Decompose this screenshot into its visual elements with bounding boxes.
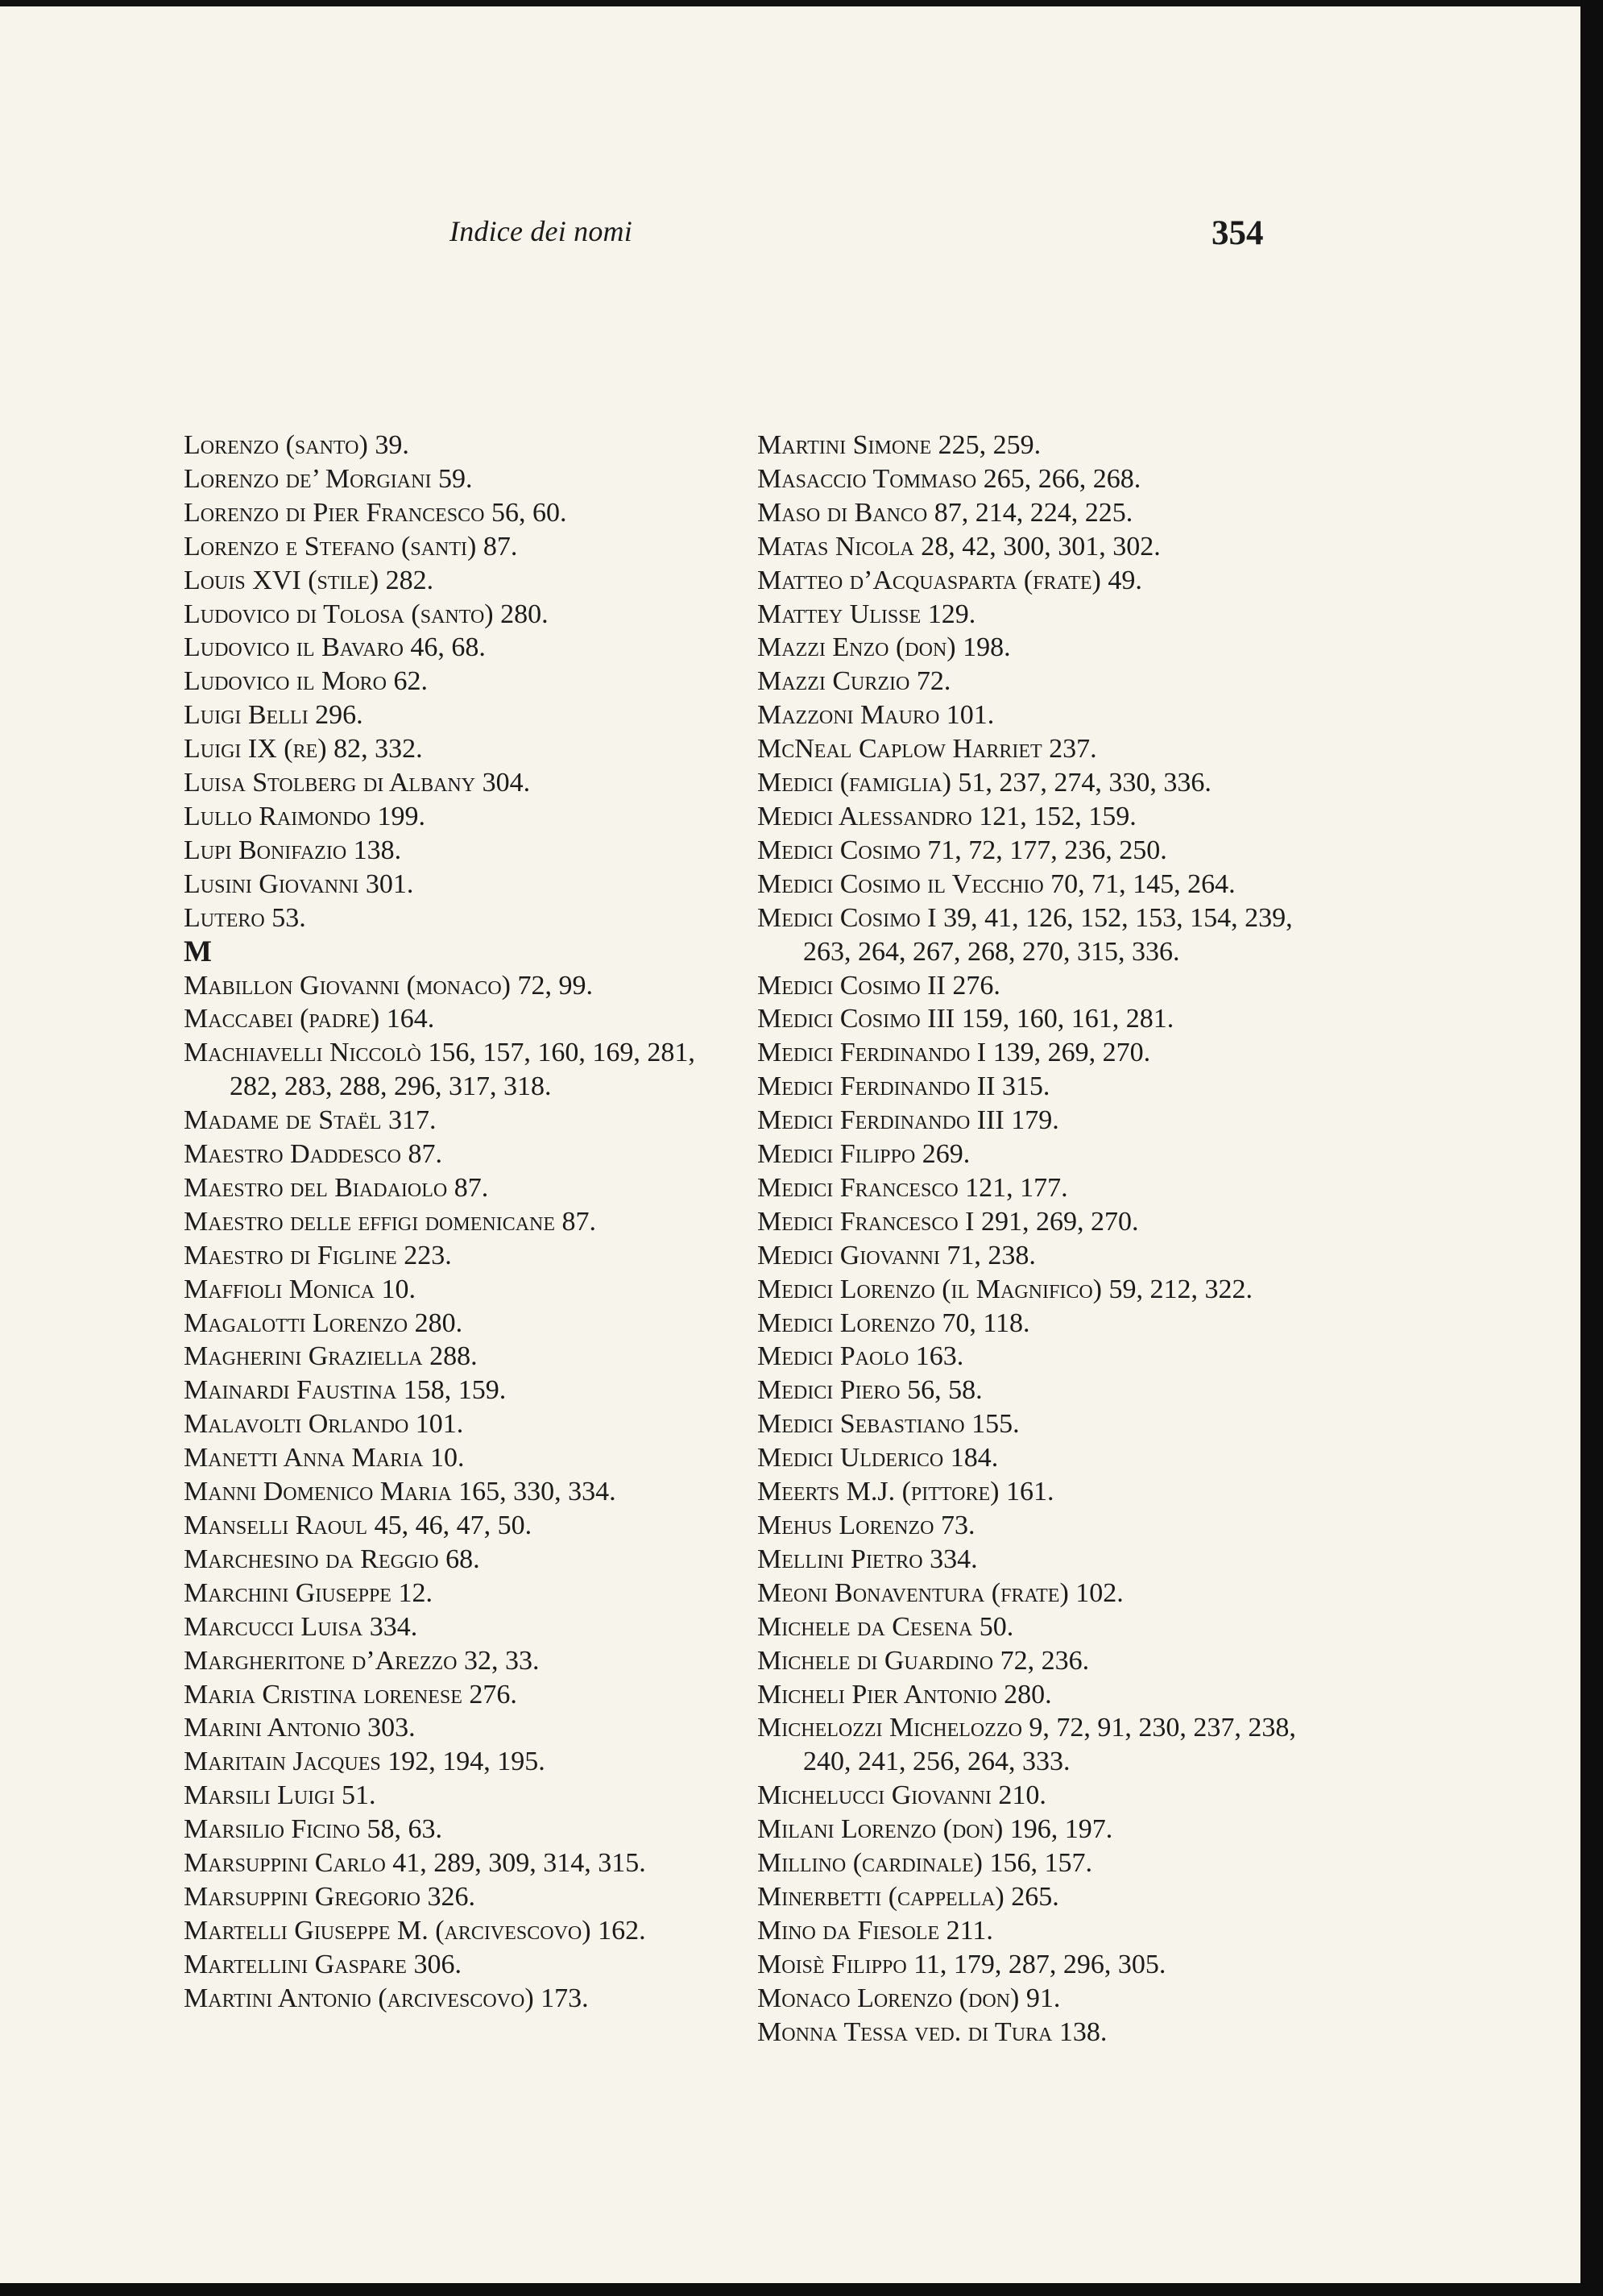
entry-pages: 326. [427,1881,475,1912]
entry-pages: 164. [386,1004,435,1034]
index-entry [757,1138,1321,1171]
entry-pages: 288. [429,1341,478,1372]
index-entry [184,1036,748,1104]
entry-pages: 72, 236. [1000,1645,1090,1676]
entry-pages: 280. [1004,1679,1052,1710]
index-entry [757,1577,1321,1610]
index-entry [757,2016,1321,2049]
index-entry [184,1104,748,1138]
entry-name: Medici Alessandro [757,801,972,831]
entry-name: Monna Tessa ved. di Tura [757,2016,1053,2047]
entry-name: Mainardi Faustina [184,1375,397,1406]
entry-pages: 304. [482,768,531,798]
entry-pages: 51, 237, 274, 330, 336. [958,768,1212,798]
entry-pages: 87. [561,1206,597,1237]
index-entry [757,698,1321,732]
entry-pages: 162. [598,1915,646,1946]
entry-name: Maccabei (padre) [184,1004,380,1034]
entry-name: Lutero [184,902,265,933]
index-entry [757,969,1321,1003]
index-entry [184,1509,748,1543]
entry-pages: 53. [271,902,306,933]
entry-name: Lorenzo di Pier Francesco [184,497,485,528]
entry-pages: 276. [469,1679,517,1710]
index-entry [757,1475,1321,1509]
entry-pages: 102. [1075,1577,1124,1608]
index-entry [757,1914,1321,1948]
entry-pages: 10. [381,1274,416,1304]
index-entry [757,1407,1321,1441]
entry-name: Manetti Anna Maria [184,1443,424,1473]
entry-name: Maestro Daddesco [184,1139,401,1170]
entry-pages: 41, 289, 309, 314, 315. [392,1848,646,1879]
scan-border-right [1580,0,1603,2296]
index-entry [184,1813,748,1846]
entry-pages: 210. [998,1780,1046,1811]
entry-name: Marsili Luigi [184,1780,335,1811]
entry-pages: 156, 157, 160, 169, 281, 282, 283, 288, 296, 317, 318. [230,1038,695,1102]
index-entry [757,665,1321,698]
index-entry [757,429,1321,462]
entry-pages: 71, 72, 177, 236, 250. [927,835,1167,865]
entry-pages: 276. [952,970,1000,1001]
entry-name: Manni Domenico Maria [184,1477,452,1507]
index-entry [184,1407,748,1441]
entry-name: Medici (famiglia) [757,768,951,798]
entry-pages: 159, 160, 161, 281. [961,1004,1174,1034]
index-entry [757,1340,1321,1374]
index-entry [757,800,1321,834]
index-entry [757,1070,1321,1104]
scan-border-bottom [0,2283,1603,2296]
index-entry [757,530,1321,564]
entry-pages: 49. [1108,565,1142,595]
entry-name: Michelozzi Michelozzo [757,1713,1022,1743]
entry-name: Michele di Guardino [757,1645,994,1676]
entry-name: Maria Cristina lorenese [184,1679,462,1710]
index-entry [757,868,1321,901]
entry-name: Mazzoni Mauro [757,700,940,731]
index-entry [757,1441,1321,1475]
entry-name: McNeal Caplow Harriet [757,734,1042,765]
entry-name: Medici Paolo [757,1341,909,1372]
entry-pages: 155. [971,1409,1020,1440]
entry-name: Lorenzo e Stefano (santi) [184,531,477,562]
index-entry [184,834,748,868]
entry-name: Micheli Pier Antonio [757,1679,997,1710]
entry-pages: 50. [979,1611,1014,1642]
entry-name: Medici Lorenzo [757,1308,935,1338]
entry-name: Marsuppini Carlo [184,1848,386,1879]
entry-pages: 101. [415,1409,464,1440]
entry-pages: 158, 159. [403,1375,507,1406]
index-entry [757,1509,1321,1543]
entry-name: Medici Ferdinando II [757,1071,996,1102]
entry-pages: 121, 152, 159. [979,801,1137,831]
entry-pages: 291, 269, 270. [980,1206,1139,1237]
entry-pages: 56, 58. [907,1375,983,1406]
index-entry [184,1914,748,1948]
entry-pages: 32, 33. [463,1645,540,1676]
index-entry [184,1543,748,1577]
entry-pages: 82, 332. [333,734,423,765]
index-entry [757,1880,1321,1914]
entry-name: Martellini Gaspare [184,1949,407,1979]
entry-name: Medici Francesco I [757,1206,975,1237]
index-entry [757,1813,1321,1846]
entry-pages: 28, 42, 300, 301, 302. [921,531,1161,562]
index-entry [757,1374,1321,1407]
entry-pages: 10. [429,1443,465,1473]
entry-name: Masaccio Tommaso [757,463,977,494]
entry-name: Matteo d’Acquasparta (frate) [757,565,1101,595]
index-entry [757,1036,1321,1070]
entry-name: Lupi Bonifazio [184,835,347,865]
entry-pages: 9, 72, 91, 230, 237, 238, 240, 241, 256, 264, 333. [803,1713,1296,1777]
index-entry [184,969,748,1003]
entry-name: Louis XVI (stile) [184,565,379,595]
entry-pages: 184. [950,1443,999,1473]
index-entry [184,564,748,598]
index-entry [757,1307,1321,1341]
entry-pages: 192, 194, 195. [387,1747,545,1777]
index-entry [184,1948,748,1982]
index-entry [184,1880,748,1914]
entry-pages: 269. [922,1139,971,1170]
index-entry [757,1846,1321,1880]
entry-name: Michelucci Giovanni [757,1780,992,1811]
entry-name: Maritain Jacques [184,1747,381,1777]
index-entry [757,1239,1321,1273]
entry-pages: 196, 197. [1009,1814,1113,1845]
entry-pages: 11, 179, 287, 296, 305. [913,1949,1166,1979]
index-entry [184,1374,748,1407]
index-entry [184,1205,748,1239]
entry-pages: 225, 259. [938,430,1042,460]
entry-pages: 303. [367,1713,416,1743]
entry-name: Maestro del Biadaiolo [184,1172,448,1203]
index-entry [184,1779,748,1813]
entry-pages: 68. [445,1544,480,1574]
entry-name: Lorenzo (santo) [184,430,368,460]
entry-pages: 280. [414,1308,463,1338]
entry-name: Medici Filippo [757,1139,916,1170]
entry-name: Matas Nicola [757,531,914,562]
entry-pages: 306. [413,1949,462,1979]
entry-pages: 156, 157. [989,1848,1093,1879]
index-entry [757,462,1321,496]
entry-name: Martini Antonio (arcivescovo) [184,1983,534,2013]
entry-pages: 91. [1025,1983,1061,2013]
entry-pages: 138. [353,835,402,865]
entry-pages: 237. [1049,734,1097,765]
entry-name: Moisè Filippo [757,1949,907,1979]
index-entry [757,732,1321,766]
index-entry [184,698,748,732]
index-entry [757,1678,1321,1712]
entry-name: Millino (cardinale) [757,1848,984,1879]
index-entry [184,631,748,665]
entry-pages: 198. [963,632,1011,663]
entry-pages: 301. [365,868,414,899]
entry-name: Meerts M.J. (pittore) [757,1477,1000,1507]
entry-name: Medici Piero [757,1375,901,1406]
index-entry [184,1441,748,1475]
index-entry [757,564,1321,598]
index-entry [184,1273,748,1307]
index-entry [184,1644,748,1678]
entry-pages: 265, 266, 268. [983,463,1141,494]
index-entry [184,1577,748,1610]
entry-pages: 138. [1058,2016,1108,2047]
index-entry [184,1307,748,1341]
index-entry [184,665,748,698]
entry-pages: 139, 269, 270. [992,1038,1151,1068]
index-column-right [757,429,1321,2049]
index-entry [757,1273,1321,1307]
index-entry [184,1678,748,1712]
index-entry [757,1982,1321,2016]
entry-pages: 129. [927,599,976,629]
entry-pages: 121, 177. [965,1172,1068,1203]
index-entry [757,1543,1321,1577]
entry-name: Luigi IX (re) [184,734,327,765]
entry-pages: 87. [483,531,518,562]
index-entry [184,496,748,530]
entry-pages: 173. [541,1983,589,2013]
entry-pages: 334. [369,1611,418,1642]
entry-pages: 51. [341,1780,376,1811]
index-entry [184,732,748,766]
entry-name: Medici Cosimo III [757,1004,955,1034]
entry-pages: 161. [1005,1477,1054,1507]
entry-name: Mazzi Enzo (don) [757,632,956,663]
entry-name: Magherini Graziella [184,1341,423,1372]
entry-pages: 70, 118. [942,1308,1030,1338]
running-title: Indice dei nomi [449,215,632,247]
index-entry [184,1340,748,1374]
entry-name: Mabillon Giovanni (monaco) [184,970,511,1001]
entry-pages: 71, 238. [946,1240,1036,1270]
entry-pages: 39. [375,430,409,460]
entry-name: Lullo Raimondo [184,801,371,831]
index-entry [184,800,748,834]
entry-pages: 72, 99. [517,970,593,1001]
index-entry [757,496,1321,530]
entry-pages: 46, 68. [410,632,486,663]
entry-name: Medici Lorenzo (il Magnifico) [757,1274,1103,1304]
entry-pages: 265. [1011,1881,1059,1912]
entry-pages: 87. [454,1172,489,1203]
entry-pages: 165, 330, 334. [458,1477,616,1507]
entry-name: Maso di Banco [757,497,928,528]
entry-pages: 101. [946,700,995,731]
entry-pages: 59. [437,463,473,494]
entry-name: Ludovico il Bavaro [184,632,404,663]
entry-name: Medici Ferdinando III [757,1105,1004,1136]
entry-pages: 72. [916,666,951,697]
index-entry [757,1644,1321,1678]
entry-name: Medici Cosimo il Vecchio [757,868,1044,899]
index-entry [184,1138,748,1171]
index-entry [757,1610,1321,1644]
entry-name: Magalotti Lorenzo [184,1308,408,1338]
entry-pages: 12. [398,1577,433,1608]
index-entry [184,1846,748,1880]
entry-name: Marsuppini Gregorio [184,1881,420,1912]
index-entry [757,766,1321,800]
index-entry [184,1982,748,2016]
entry-name: Marchesino da Reggio [184,1544,439,1574]
index-entry [757,1711,1321,1779]
entry-name: Meoni Bonaventura (frate) [757,1577,1069,1608]
entry-name: Medici Francesco [757,1172,959,1203]
entry-pages: 39, 41, 126, 152, 153, 154, 239, 263, 264, 267, 268, 270, 315, 336. [803,902,1293,967]
index-entry [184,1002,748,1036]
entry-name: Michele da Cesena [757,1611,973,1642]
entry-name: Martelli Giuseppe M. (arcivescovo) [184,1915,591,1946]
index-entry [184,598,748,632]
index-entry [184,1745,748,1779]
entry-name: Lusini Giovanni [184,868,359,899]
entry-pages: 45, 46, 47, 50. [374,1511,532,1540]
index-entry [184,530,748,564]
index-entry [757,901,1321,969]
entry-pages: 315. [1001,1071,1050,1102]
entry-name: Maestro delle effigi domenicane [184,1206,556,1237]
entry-name: Luigi Belli [184,700,309,731]
entry-name: Mehus Lorenzo [757,1511,934,1540]
index-entry [757,631,1321,665]
entry-name: Ludovico di Tolosa (santo) [184,599,494,629]
entry-name: Lorenzo de’ Morgiani [184,463,432,494]
index-entry [757,1779,1321,1813]
entry-name: Madame de Staël [184,1105,382,1136]
entry-name: Mazzi Curzio [757,666,910,697]
entry-name: Machiavelli Niccolò [184,1038,421,1068]
entry-pages: 211. [946,1915,993,1946]
index-entry [757,598,1321,632]
entry-name: Medici Giovanni [757,1240,940,1270]
index-column-left [184,429,748,2016]
entry-pages: 73. [941,1511,975,1540]
entry-name: Marcucci Luisa [184,1611,363,1642]
index-entry [757,834,1321,868]
index-entry [184,766,748,800]
entry-pages: 179. [1011,1105,1059,1136]
entry-pages: 70, 71, 145, 264. [1050,868,1236,899]
entry-name: Medici Cosimo [757,835,921,865]
entry-name: Monaco Lorenzo (don) [757,1983,1020,2013]
index-entry [757,1205,1321,1239]
entry-name: Manselli Raoul [184,1511,368,1540]
entry-pages: 296. [315,700,363,731]
index-entry [184,1171,748,1205]
index-entry [184,1239,748,1273]
entry-name: Marini Antonio [184,1713,361,1743]
entry-name: Minerbetti (cappella) [757,1881,1004,1912]
index-entry [184,901,748,935]
entry-pages: 58, 63. [367,1814,442,1845]
entry-pages: 87, 214, 224, 225. [934,497,1133,528]
index-entry [184,429,748,462]
index-entry [184,868,748,901]
entry-pages: 163. [915,1341,964,1372]
entry-name: Medici Cosimo I [757,902,937,933]
index-entry [184,462,748,496]
entry-pages: 87. [408,1139,442,1170]
entry-name: Milani Lorenzo (don) [757,1814,1004,1845]
entry-name: Margheritone d’Arezzo [184,1645,458,1676]
index-entry [184,1711,748,1745]
entry-pages: 199. [377,801,425,831]
index-entry [184,1475,748,1509]
entry-name: Marsilio Ficino [184,1814,360,1845]
entry-pages: 59, 212, 322. [1108,1274,1253,1304]
index-entry [184,1610,748,1644]
entry-name: Maestro di Figline [184,1240,397,1270]
entry-pages: 56, 60. [491,497,567,528]
entry-name: Marchini Giuseppe [184,1577,391,1608]
index-letter-heading: M [184,935,212,968]
entry-name: Mino da Fiesole [757,1915,940,1946]
entry-pages: 317. [388,1105,437,1136]
entry-pages: 280. [500,599,549,629]
entry-name: Medici Cosimo II [757,970,946,1001]
index-entry [757,1948,1321,1982]
entry-name: Maffioli Monica [184,1274,375,1304]
page-number: 354 [1212,214,1264,252]
entry-name: Luisa Stolberg di Albany [184,768,476,798]
index-entry [757,1171,1321,1205]
entry-pages: 334. [930,1544,978,1574]
entry-pages: 223. [404,1240,452,1270]
entry-name: Ludovico il Moro [184,666,387,697]
index-entry [757,1002,1321,1036]
entry-name: Medici Sebastiano [757,1409,965,1440]
entry-name: Martini Simone [757,430,932,460]
entry-name: Medici Ulderico [757,1443,944,1473]
entry-pages: 282. [385,565,434,595]
entry-pages: 62. [393,666,428,697]
entry-name: Mellini Pietro [757,1544,923,1574]
entry-name: Mattey Ulisse [757,599,922,629]
entry-name: Medici Ferdinando I [757,1038,987,1068]
index-entry [757,1104,1321,1138]
entry-name: Malavolti Orlando [184,1409,409,1440]
book-page [0,6,1580,2283]
